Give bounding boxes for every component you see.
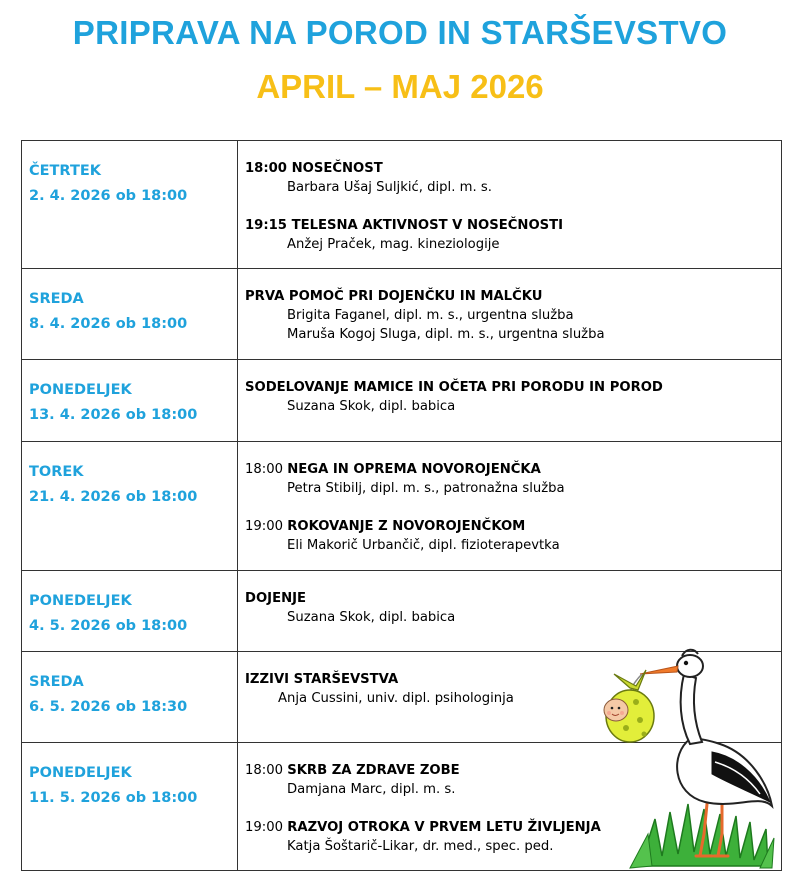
stork-illustration: [600, 644, 780, 869]
session-event: [245, 216, 781, 254]
session-events-cell: [238, 269, 782, 360]
session-events-cell: [238, 360, 782, 442]
session-date: 21. 4. 2026 ob 18:00: [29, 489, 198, 505]
baby-bundle-icon: [604, 670, 654, 742]
session-date-cell: [22, 571, 238, 652]
event-speaker: Katja Šoštarič-Likar, dr. med., spec. ped.: [287, 839, 554, 854]
session-date: 8. 4. 2026 ob 18:00: [29, 316, 188, 332]
session-event: [245, 517, 781, 555]
session-event: [245, 159, 781, 197]
event-topic: 19:15 TELESNA AKTIVNOST V NOSEČNOSTI: [245, 218, 564, 233]
session-date: 4. 5. 2026 ob 18:00: [29, 618, 188, 634]
schedule-row: [22, 360, 782, 442]
session-date: 13. 4. 2026 ob 18:00: [29, 407, 198, 423]
session-day: TOREK: [29, 464, 84, 480]
session-event: [245, 460, 781, 498]
stork-head: [677, 655, 703, 677]
page-subtitle: APRIL – MAJ 2026: [256, 68, 544, 105]
event-topic: DOJENJE: [245, 591, 307, 606]
event-topic: PRVA POMOČ PRI DOJENČKU IN MALČKU: [245, 289, 543, 304]
session-date-cell: [22, 269, 238, 360]
session-event: [245, 287, 781, 344]
session-day: SREDA: [29, 674, 84, 690]
session-events-cell: [238, 141, 782, 269]
event-speaker: Petra Stibilj, dipl. m. s., patronažna služba: [287, 481, 565, 496]
session-day: ČETRTEK: [29, 163, 101, 179]
stork-neck: [681, 674, 702, 744]
session-day: SREDA: [29, 291, 84, 307]
event-topic: RAZVOJ OTROKA V PRVEM LETU ŽIVLJENJA: [287, 820, 601, 835]
event-topic: IZZIVI STARŠEVSTVA: [245, 672, 399, 687]
event-speaker: Damjana Marc, dipl. m. s.: [287, 782, 456, 797]
schedule-row: [22, 269, 782, 360]
event-topic: 18:00 NOSEČNOST: [245, 161, 383, 176]
page-title: PRIPRAVA NA POROD IN STARŠEVSTVO: [72, 14, 728, 51]
event-topic: NEGA IN OPREMA NOVOROJENČKA: [287, 462, 541, 477]
event-speaker: Suzana Skok, dipl. babica: [287, 610, 456, 625]
session-event: [245, 378, 781, 416]
schedule-row: [22, 141, 782, 269]
grass-icon: [630, 804, 774, 868]
session-day: PONEDELJEK: [29, 765, 132, 781]
session-date-cell: [22, 141, 238, 269]
event-speaker: Eli Makorič Urbančič, dipl. fizioterapevtka: [287, 538, 560, 553]
session-events-cell: [238, 442, 782, 571]
session-day: PONEDELJEK: [29, 593, 132, 609]
event-time: 18:00: [245, 462, 288, 477]
session-date: 2. 4. 2026 ob 18:00: [29, 188, 188, 204]
event-speaker: Suzana Skok, dipl. babica: [287, 399, 456, 414]
session-date: 6. 5. 2026 ob 18:30: [29, 699, 188, 715]
session-date-cell: [22, 360, 238, 442]
event-topic: SODELOVANJE MAMICE IN OČETA PRI PORODU IN POROD: [245, 380, 663, 395]
session-event: [245, 589, 781, 627]
schedule-row: [22, 442, 782, 571]
event-topic: SKRB ZA ZDRAVE ZOBE: [287, 763, 460, 778]
event-speaker: Barbara Ušaj Suljkić, dipl. m. s.: [287, 180, 492, 195]
schedule-row: [22, 571, 782, 652]
session-day: PONEDELJEK: [29, 382, 132, 398]
event-speaker: Anžej Praček, mag. kineziologije: [287, 237, 500, 252]
session-date: 11. 5. 2026 ob 18:00: [29, 790, 198, 806]
event-time: 19:00: [245, 519, 288, 534]
event-time: 19:00: [245, 820, 288, 835]
session-date-cell: [22, 652, 238, 743]
event-topic: ROKOVANJE Z NOVOROJENČKOM: [287, 519, 526, 534]
session-date-cell: [22, 743, 238, 871]
event-speaker: Anja Cussini, univ. dipl. psihologinja: [278, 691, 514, 706]
event-time: 18:00: [245, 763, 288, 778]
event-speaker: Brigita Faganel, dipl. m. s., urgentna služba: [287, 308, 574, 323]
event-speaker: Maruša Kogoj Sluga, dipl. m. s., urgentna služba: [287, 327, 605, 342]
session-events-cell: [238, 571, 782, 652]
session-date-cell: [22, 442, 238, 571]
